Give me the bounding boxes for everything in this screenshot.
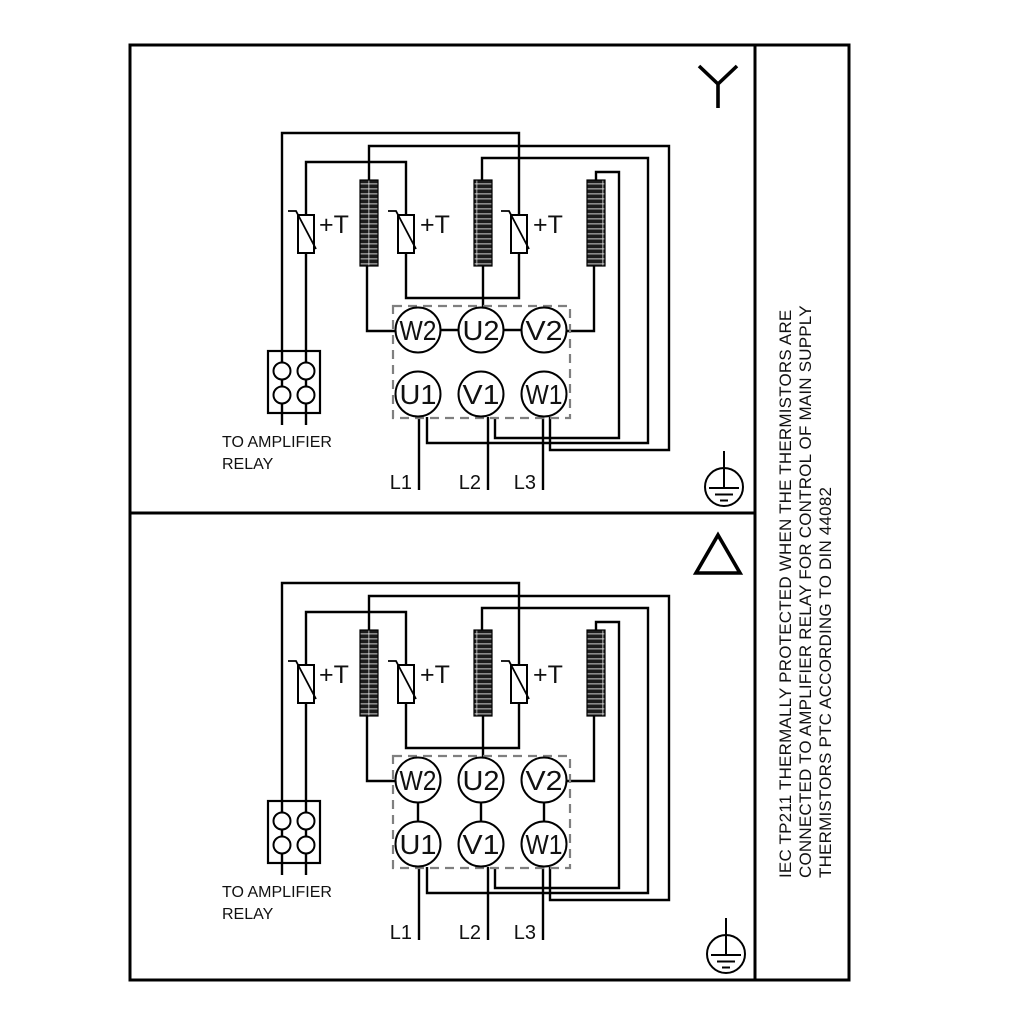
terminal-label-w1: W1	[525, 379, 563, 410]
supply-label-l1: L1	[389, 922, 412, 944]
terminal-label-u2: U2	[462, 315, 500, 346]
delta-connection-icon	[696, 535, 740, 573]
terminal-label-u1: U1	[399, 379, 437, 410]
terminal-label-v1: V1	[462, 829, 500, 860]
thermistor-label: +T	[533, 211, 563, 239]
thermistor-label: +T	[420, 211, 450, 239]
supply-label-l3: L3	[513, 922, 536, 944]
terminal-label-v1: V1	[462, 379, 500, 410]
side-note-line2: CONNECTED TO AMPLIFIER RELAY FOR CONTROL OF MAIN SUPPLY	[796, 305, 815, 878]
delta-panel	[222, 535, 745, 973]
side-note-line3: THERMISTORS PTC ACCORDING TO DIN 44082	[816, 486, 835, 878]
supply-label-l3: L3	[513, 472, 536, 494]
terminal-label-v2: V2	[525, 765, 563, 796]
terminal-label-w1: W1	[525, 829, 563, 860]
terminal-label-w2: W2	[399, 765, 437, 796]
relay-note-line1: TO AMPLIFIER	[222, 434, 332, 451]
terminal-label-v2: V2	[525, 315, 563, 346]
earth-symbol-icon	[707, 918, 745, 973]
terminal-label-u1: U1	[399, 829, 437, 860]
supply-label-l2: L2	[458, 922, 481, 944]
side-note	[776, 305, 835, 878]
supply-label-l1: L1	[389, 472, 412, 494]
terminal-label-u2: U2	[462, 765, 500, 796]
relay-note-line2: RELAY	[222, 906, 274, 923]
earth-symbol-icon	[705, 451, 743, 506]
star-connection-icon	[699, 66, 737, 108]
star-panel	[222, 66, 743, 506]
relay-note-line2: RELAY	[222, 456, 274, 473]
thermistor-label: +T	[319, 661, 349, 689]
thermistor-label: +T	[533, 661, 563, 689]
terminal-label-w2: W2	[399, 315, 437, 346]
thermistor-label: +T	[319, 211, 349, 239]
thermistor-label: +T	[420, 661, 450, 689]
side-note-line1: IEC TP211 THERMALLY PROTECTED WHEN THE THERMISTORS ARE	[776, 309, 795, 878]
supply-label-l2: L2	[458, 472, 481, 494]
relay-note-line1: TO AMPLIFIER	[222, 884, 332, 901]
